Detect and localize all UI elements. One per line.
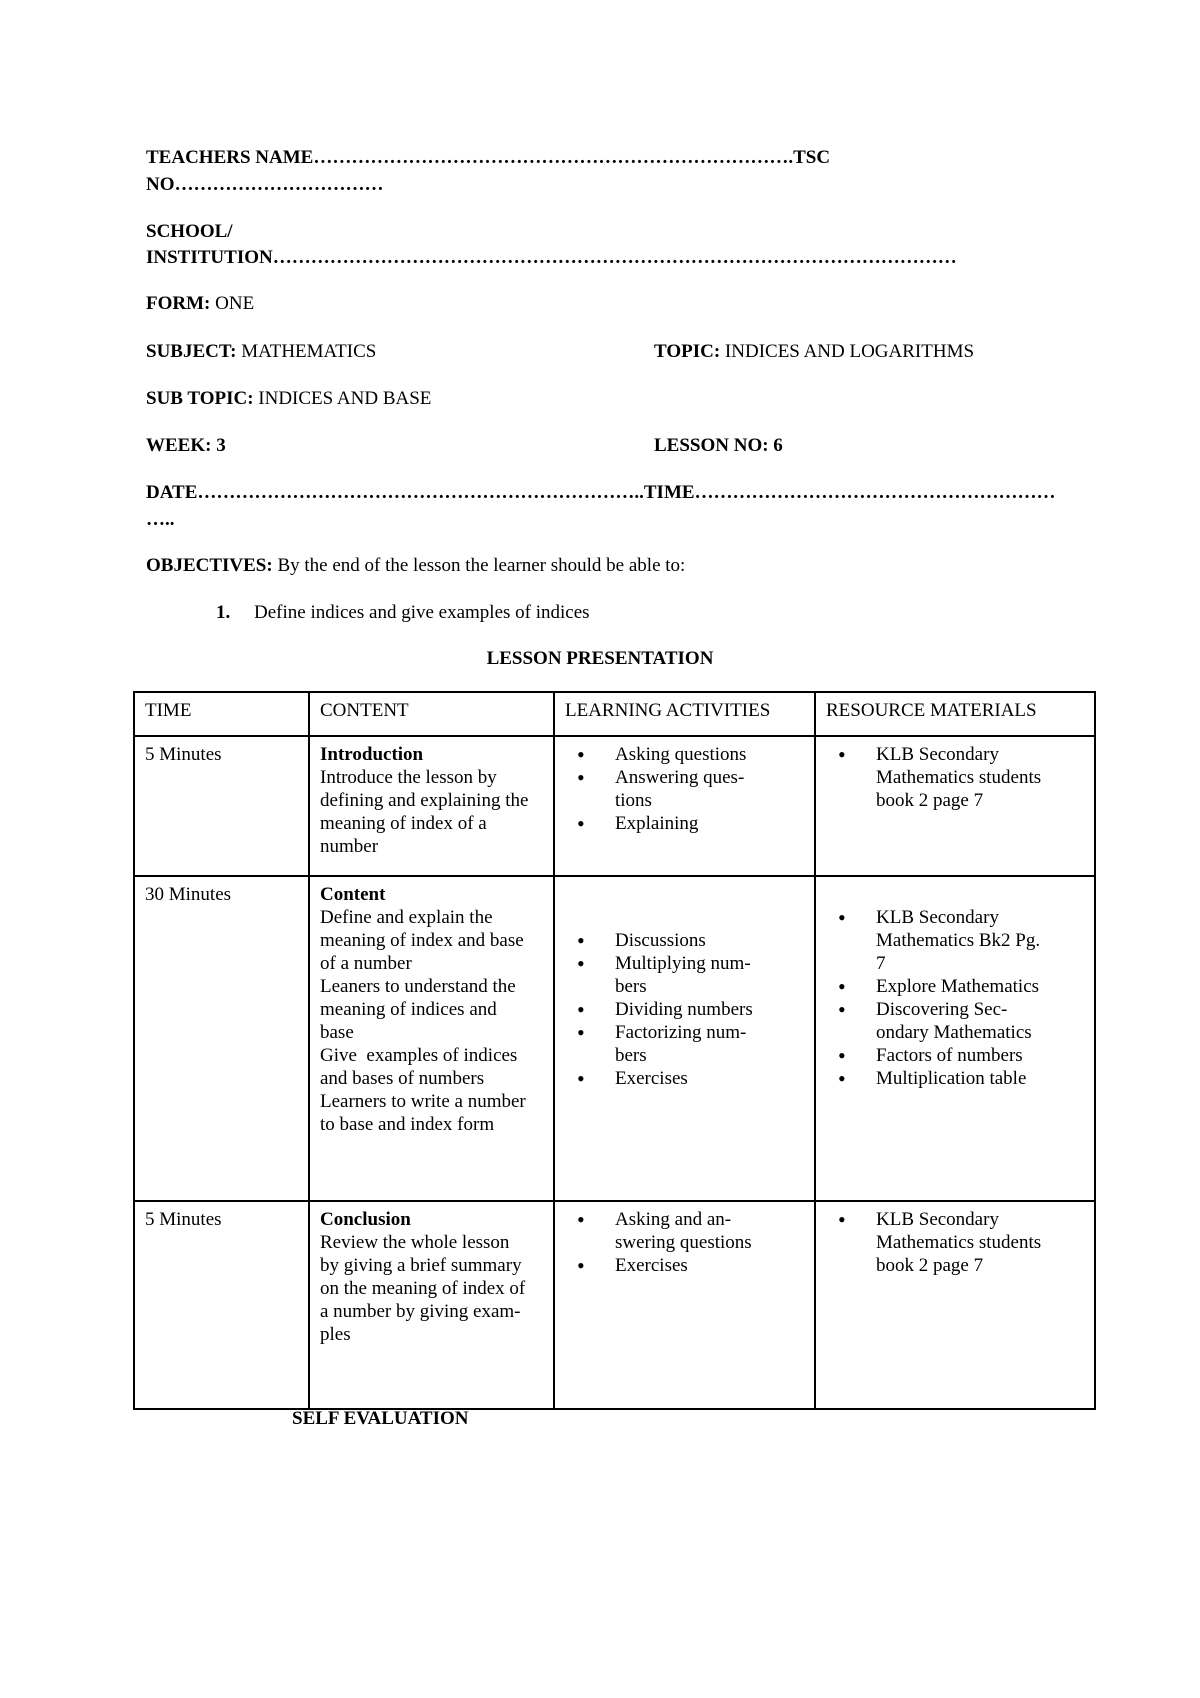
activities-cell xyxy=(554,876,815,1201)
content-line: Define and explain the xyxy=(320,907,493,928)
lesson-presentation-title: LESSON PRESENTATION xyxy=(486,648,714,669)
activities-list xyxy=(565,929,804,1090)
content-line: ples xyxy=(320,1324,351,1345)
time-cell: 5 Minutes xyxy=(134,736,309,876)
content-line: and bases of numbers xyxy=(320,1068,485,1089)
table-row xyxy=(134,876,1095,1201)
subtopic-value: INDICES AND BASE xyxy=(258,388,432,409)
content-line: to base and index form xyxy=(320,1114,495,1135)
list-item: • Answering ques- tions xyxy=(565,766,804,812)
date-time-continuation: ….. xyxy=(146,509,175,530)
header-content: CONTENT xyxy=(309,692,554,736)
list-item: • Asking questions xyxy=(565,743,804,766)
content-line: a number by giving exam- xyxy=(320,1301,521,1322)
resources-list xyxy=(826,743,1084,812)
content-line: on the meaning of index of xyxy=(320,1278,526,1299)
activities-cell xyxy=(554,736,815,876)
list-item: • Discovering Sec- ondary Mathematics xyxy=(826,998,1084,1044)
form-label: FORM: xyxy=(146,293,211,314)
subtopic-label: SUB TOPIC: xyxy=(146,388,254,409)
content-title: Conclusion xyxy=(320,1209,411,1230)
subject-field xyxy=(146,340,376,363)
objective-text: Define indices and give examples of indices xyxy=(254,602,590,623)
content-cell xyxy=(309,1201,554,1409)
list-item: • Exercises xyxy=(565,1067,804,1090)
header-learning-activities: LEARNING ACTIVITIES xyxy=(554,692,815,736)
school-label: SCHOOL/ xyxy=(146,221,233,242)
teachers-name-line: TEACHERS NAME………………………………………………………………….TSC xyxy=(146,147,831,168)
activities-list xyxy=(565,743,804,835)
header-time: TIME xyxy=(134,692,309,736)
resources-list xyxy=(826,1208,1084,1277)
content-line: Introduce the lesson by xyxy=(320,767,497,788)
table-header-row xyxy=(134,692,1095,736)
objectives-field xyxy=(146,554,685,577)
list-item: • Multiplication table xyxy=(826,1067,1084,1090)
content-line: Leaners to understand the xyxy=(320,976,516,997)
lesson-number-field: LESSON NO: 6 xyxy=(654,435,783,456)
resources-list xyxy=(826,906,1084,1090)
content-line: Review the whole lesson xyxy=(320,1232,510,1253)
objectives-text: By the end of the lesson the learner should be able to: xyxy=(277,555,686,576)
topic-label: TOPIC: xyxy=(654,341,721,362)
content-line: meaning of index of a xyxy=(320,813,487,834)
table-row xyxy=(134,1201,1095,1409)
content-cell xyxy=(309,736,554,876)
list-item: • KLB Secondary Mathematics Bk2 Pg. 7 xyxy=(826,906,1084,975)
subject-label: SUBJECT: xyxy=(146,341,237,362)
content-line: meaning of indices and xyxy=(320,999,497,1020)
header-resource-materials: RESOURCE MATERIALS xyxy=(815,692,1095,736)
list-item: • Discussions xyxy=(565,929,804,952)
list-item: • Exercises xyxy=(565,1254,804,1277)
list-item: • Factors of numbers xyxy=(826,1044,1084,1067)
form-value: ONE xyxy=(215,293,255,314)
tsc-number-line: NO…………………………… xyxy=(146,174,384,195)
list-item: • Explore Mathematics xyxy=(826,975,1084,998)
list-item: • KLB Secondary Mathematics students book 2 page 7 xyxy=(826,1208,1084,1277)
lesson-presentation-table xyxy=(133,691,1096,1410)
list-item: • KLB Secondary Mathematics students book 2 page 7 xyxy=(826,743,1084,812)
objective-item-1 xyxy=(216,601,590,624)
list-item: • Multiplying num- bers xyxy=(565,952,804,998)
objective-number: 1. xyxy=(216,602,231,623)
content-line: Give examples of indices xyxy=(320,1045,518,1066)
objectives-label: OBJECTIVES: xyxy=(146,555,273,576)
list-item: • Factorizing num- bers xyxy=(565,1021,804,1067)
resources-cell xyxy=(815,876,1095,1201)
content-line: defining and explaining the xyxy=(320,790,529,811)
content-line: base xyxy=(320,1022,354,1043)
topic-field xyxy=(654,340,974,363)
content-title: Introduction xyxy=(320,744,424,765)
self-evaluation-heading: SELF EVALUATION xyxy=(292,1408,469,1429)
resources-cell xyxy=(815,1201,1095,1409)
list-item: • Explaining xyxy=(565,812,804,835)
list-item: • Asking and an- swering questions xyxy=(565,1208,804,1254)
subtopic-field xyxy=(146,387,431,410)
date-time-line: DATE……………………………………………………………..TIME………………………………………………… xyxy=(146,482,1056,503)
time-cell: 5 Minutes xyxy=(134,1201,309,1409)
content-line: of a number xyxy=(320,953,412,974)
content-title: Content xyxy=(320,884,386,905)
topic-value: INDICES AND LOGARITHMS xyxy=(724,341,975,362)
form-field xyxy=(146,292,254,315)
content-line: meaning of index and base xyxy=(320,930,524,951)
content-line: by giving a brief summary xyxy=(320,1255,522,1276)
subject-value: MATHEMATICS xyxy=(241,341,377,362)
content-line: number xyxy=(320,836,379,857)
table-row xyxy=(134,736,1095,876)
content-line: Learners to write a number xyxy=(320,1091,526,1112)
activities-list xyxy=(565,1208,804,1277)
week-field: WEEK: 3 xyxy=(146,435,226,456)
resources-cell xyxy=(815,736,1095,876)
time-cell: 30 Minutes xyxy=(134,876,309,1201)
content-cell xyxy=(309,876,554,1201)
activities-cell xyxy=(554,1201,815,1409)
list-item: • Dividing numbers xyxy=(565,998,804,1021)
institution-line: INSTITUTION……………………………………………………………………………………………… xyxy=(146,247,957,268)
